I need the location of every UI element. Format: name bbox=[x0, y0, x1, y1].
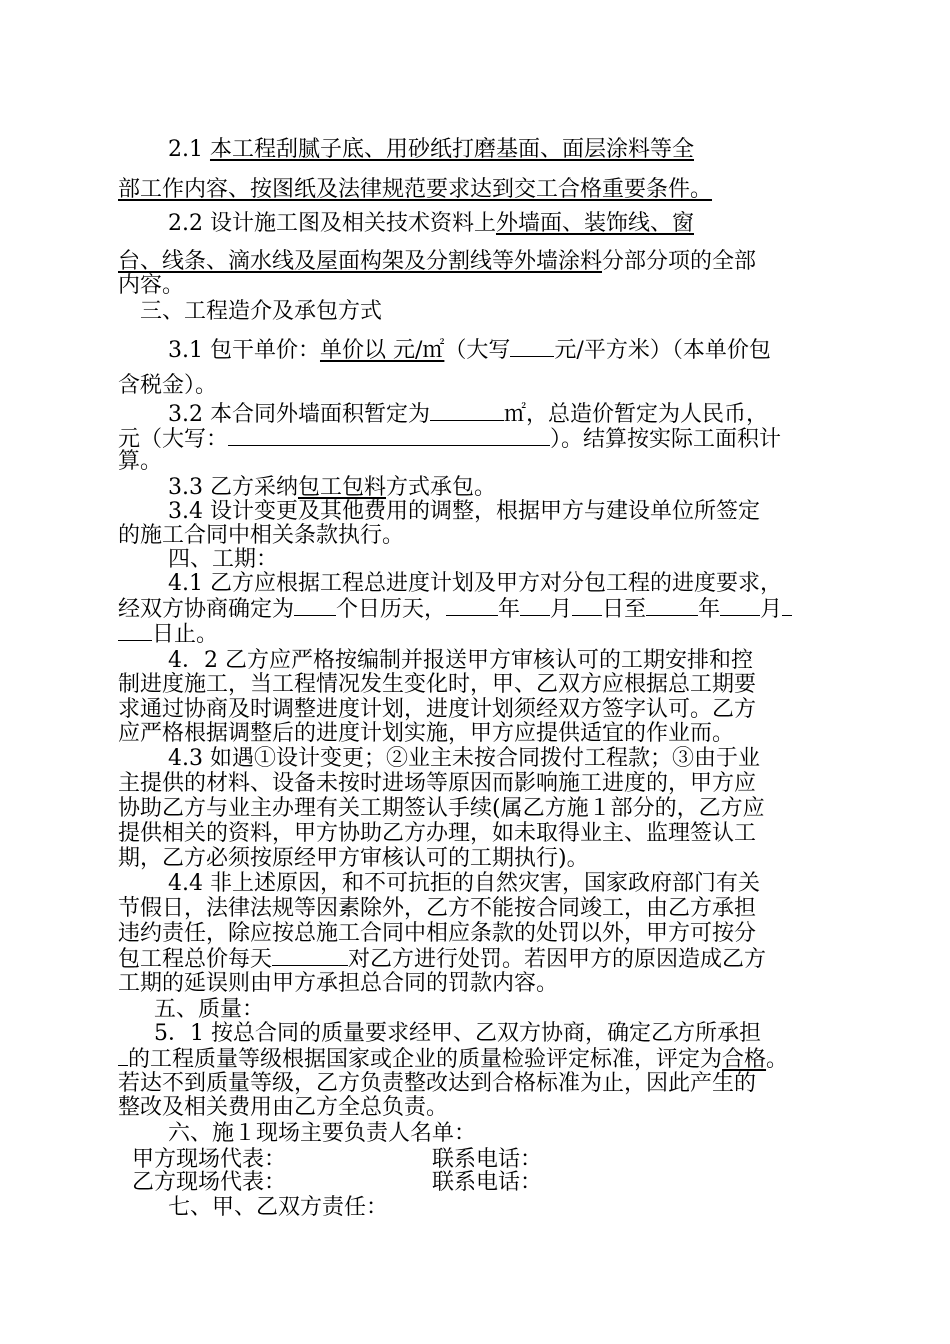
clause-4-4-line-1: 4.4 非上述原因，和不可抗拒的自然灾害，国家政府部门有关 bbox=[168, 871, 760, 896]
clause-4-1-line-2: 经双方协商确定为 个日历天， 年 月 日至 年 月 bbox=[118, 595, 792, 624]
blank-area bbox=[430, 400, 504, 421]
clause-4-4-line-3: 违约责任，除应按总施工合同中相应条款的处罚以外，甲方可按分 bbox=[118, 921, 757, 946]
party-a-representative-label: 甲方现场代表： bbox=[132, 1147, 287, 1172]
clause-5-1-line-3: 若达不到质量等级，乙方负责整改达到合格标准为止，因此产生的 bbox=[118, 1071, 757, 1096]
clause-4-2-line-2: 制进度施工，当工程情况发生变化时，甲、乙双方应根据总工期要 bbox=[118, 672, 757, 697]
clause-4-3-line-4: 提供相关的资料，甲方协助乙方办理，如未取得业主、监理签认工 bbox=[118, 821, 757, 846]
clause-4-3-line-3: 协助乙方与业主办理有关工期签认手续(属乙方施１部分的，乙方应 bbox=[118, 796, 765, 821]
clause-5-1-line-1: 5．1 按总合同的质量要求经甲、乙双方协商，确定乙方所承担 bbox=[154, 1021, 761, 1046]
clause-4-1-line-1: 4.1 乙方应根据工程总进度计划及甲方对分包工程的进度要求， bbox=[168, 571, 782, 596]
clause-4-4-line-2: 节假日，法律法规等因素除外，乙方不能按合同竣工，由乙方承担 bbox=[118, 896, 757, 921]
party-b-phone-label: 联系电话： bbox=[432, 1170, 543, 1195]
clause-5-1-line-4: 整改及相关费用由乙方全总负责。 bbox=[118, 1095, 449, 1120]
clause-3-2-line-1: 3.2 本合同外墙面积暂定为 ㎡，总造价暂定为人民币， bbox=[168, 402, 768, 427]
clause-2-2-line-2: 台、线条、滴水线及屋面构架及分割线等外墙涂料分部分项的全部 bbox=[118, 249, 757, 274]
section-7-heading: 七、甲、乙双方责任： bbox=[168, 1195, 389, 1220]
blank-start-year bbox=[446, 595, 498, 616]
blank-end-month bbox=[720, 595, 760, 616]
clause-3-2-line-3: 算。 bbox=[118, 449, 163, 474]
blank-start-month bbox=[520, 595, 550, 616]
section-4-heading: 四、工期： bbox=[168, 547, 279, 572]
clause-3-4-line-1: 3.4 设计变更及其他费用的调整，根据甲方与建设单位所签定 bbox=[168, 499, 760, 524]
blank-end-day-start bbox=[782, 595, 792, 616]
blank-end-day bbox=[118, 620, 152, 641]
clause-4-4-line-4: 包工程总价每天 对乙方进行处罚。若因甲方的原因造成乙方 bbox=[118, 947, 767, 972]
clause-4-1-line-3: 日止。 bbox=[118, 620, 218, 649]
clause-4-3-line-5: 期，乙方必须按原经甲方审核认可的工期执行)。 bbox=[118, 846, 589, 871]
clause-3-3: 3.3 乙方采纳包工包料方式承包。 bbox=[168, 475, 497, 500]
party-b-representative-label: 乙方现场代表： bbox=[132, 1170, 287, 1195]
clause-2-1-line-2: 部工作内容、按图纸及法律规范要求达到交工合格重要条件。 bbox=[118, 177, 713, 202]
blank-total-words bbox=[228, 425, 550, 446]
blank-days bbox=[294, 595, 336, 616]
blank-lead bbox=[118, 1045, 128, 1066]
blank-end-year bbox=[646, 595, 698, 616]
section-3-heading: 三、工程造介及承包方式 bbox=[140, 299, 383, 324]
clause-2-2-line-1: 2.2 设计施工图及相关技术资料上外墙面、装饰线、窗 bbox=[168, 211, 694, 236]
blank-daily-penalty bbox=[272, 945, 348, 966]
clause-3-2-line-2: 元（大写： ）。结算按实际工面积计 bbox=[118, 427, 782, 452]
blank-start-day bbox=[572, 595, 602, 616]
clause-4-3-line-1: 4.3 如遇①设计变更；②业主未按合同拨付工程款；③由于业 bbox=[168, 746, 760, 771]
clause-2-2-line-3: 内容。 bbox=[118, 273, 185, 298]
clause-4-2-line-4: 应严格根据调整后的进度计划实施，甲方应提供适宜的作业而。 bbox=[118, 721, 735, 746]
clause-3-1-line-2: 含税金）。 bbox=[118, 373, 218, 398]
section-6-heading: 六、施１现场主要负责人名单： bbox=[168, 1121, 477, 1146]
clause-5-1-line-2: 的工程质量等级根据国家或企业的质量检验评定标准，评定为合格。 bbox=[118, 1045, 788, 1074]
clause-4-2-line-3: 求通过协商及时调整进度计划，进度计划须经双方签字认可。乙方 bbox=[118, 697, 757, 722]
clause-3-4-line-2: 的施工合同中相关条款执行。 bbox=[118, 523, 405, 548]
clause-2-1-line-1: 2.1 本工程刮腻子底、用砂纸打磨基面、面层涂料等全 bbox=[168, 137, 694, 162]
party-a-phone-label: 联系电话： bbox=[432, 1147, 543, 1172]
clause-4-3-line-2: 主提供的材料、设备未按时进场等原因而影响施工进度的，甲方应 bbox=[118, 771, 757, 796]
clause-4-2-line-1: 4．2 乙方应严格按编制并报送甲方审核认可的工期安排和控 bbox=[168, 648, 753, 673]
clause-4-4-line-5: 工期的延误则由甲方承担总合同的罚款内容。 bbox=[118, 971, 559, 996]
clause-3-1-line-1: 3.1 包干单价：单价以 元/㎡（大写 元/平方米）（本单价包 bbox=[168, 338, 771, 363]
section-5-heading: 五、质量： bbox=[154, 997, 265, 1022]
blank-unit-price-words bbox=[510, 336, 554, 357]
